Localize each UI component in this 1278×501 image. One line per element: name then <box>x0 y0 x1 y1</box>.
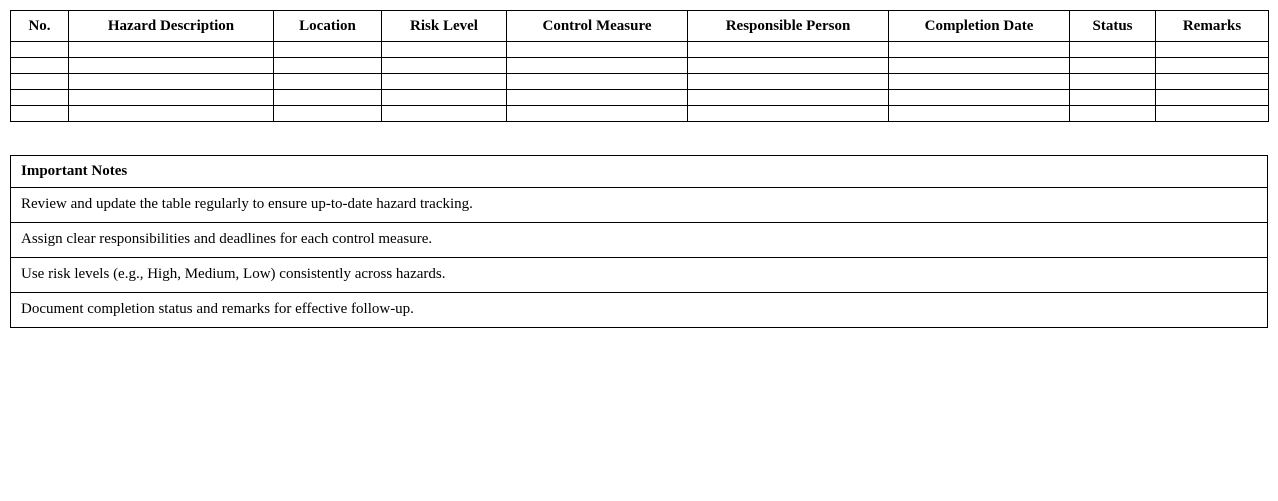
cell-risk-level[interactable] <box>382 58 507 74</box>
cell-no[interactable] <box>11 90 69 106</box>
column-header-completion-date: Completion Date <box>889 11 1070 42</box>
cell-completion-date[interactable] <box>889 90 1070 106</box>
cell-status[interactable] <box>1070 42 1156 58</box>
column-header-responsible-person: Responsible Person <box>688 11 889 42</box>
cell-completion-date[interactable] <box>889 74 1070 90</box>
cell-remarks[interactable] <box>1156 58 1269 74</box>
note-item: Document completion status and remarks for effective follow-up. <box>11 293 1268 328</box>
notes-title: Important Notes <box>11 156 1268 188</box>
notes-title-row <box>11 156 1268 188</box>
cell-remarks[interactable] <box>1156 74 1269 90</box>
notes-row <box>11 258 1268 293</box>
cell-risk-level[interactable] <box>382 42 507 58</box>
notes-row <box>11 188 1268 223</box>
cell-responsible-person[interactable] <box>688 74 889 90</box>
cell-risk-level[interactable] <box>382 74 507 90</box>
hazard-tracking-table <box>10 10 1269 122</box>
note-item: Use risk levels (e.g., High, Medium, Low) consistently across hazards. <box>11 258 1268 293</box>
cell-location[interactable] <box>274 42 382 58</box>
cell-hazard-description[interactable] <box>69 42 274 58</box>
cell-responsible-person[interactable] <box>688 90 889 106</box>
column-header-location: Location <box>274 11 382 42</box>
cell-remarks[interactable] <box>1156 42 1269 58</box>
cell-no[interactable] <box>11 58 69 74</box>
table-row <box>11 74 1269 90</box>
cell-control-measure[interactable] <box>507 42 688 58</box>
column-header-risk-level: Risk Level <box>382 11 507 42</box>
cell-hazard-description[interactable] <box>69 74 274 90</box>
column-header-control-measure: Control Measure <box>507 11 688 42</box>
cell-location[interactable] <box>274 90 382 106</box>
cell-completion-date[interactable] <box>889 58 1070 74</box>
cell-status[interactable] <box>1070 74 1156 90</box>
cell-control-measure[interactable] <box>507 58 688 74</box>
table-header-row <box>11 11 1269 42</box>
cell-control-measure[interactable] <box>507 106 688 122</box>
cell-hazard-description[interactable] <box>69 106 274 122</box>
cell-remarks[interactable] <box>1156 106 1269 122</box>
cell-no[interactable] <box>11 42 69 58</box>
table-row <box>11 58 1269 74</box>
cell-responsible-person[interactable] <box>688 58 889 74</box>
cell-location[interactable] <box>274 58 382 74</box>
cell-location[interactable] <box>274 74 382 90</box>
cell-hazard-description[interactable] <box>69 58 274 74</box>
column-header-no: No. <box>11 11 69 42</box>
cell-no[interactable] <box>11 74 69 90</box>
cell-no[interactable] <box>11 106 69 122</box>
table-row <box>11 106 1269 122</box>
column-header-hazard-description: Hazard Description <box>69 11 274 42</box>
cell-status[interactable] <box>1070 106 1156 122</box>
table-row <box>11 90 1269 106</box>
table-row <box>11 42 1269 58</box>
cell-risk-level[interactable] <box>382 90 507 106</box>
notes-row <box>11 293 1268 328</box>
cell-remarks[interactable] <box>1156 90 1269 106</box>
cell-status[interactable] <box>1070 58 1156 74</box>
cell-control-measure[interactable] <box>507 90 688 106</box>
notes-row <box>11 223 1268 258</box>
cell-completion-date[interactable] <box>889 42 1070 58</box>
cell-risk-level[interactable] <box>382 106 507 122</box>
cell-status[interactable] <box>1070 90 1156 106</box>
cell-responsible-person[interactable] <box>688 42 889 58</box>
cell-responsible-person[interactable] <box>688 106 889 122</box>
note-item: Assign clear responsibilities and deadlines for each control measure. <box>11 223 1268 258</box>
column-header-status: Status <box>1070 11 1156 42</box>
column-header-remarks: Remarks <box>1156 11 1269 42</box>
cell-hazard-description[interactable] <box>69 90 274 106</box>
cell-control-measure[interactable] <box>507 74 688 90</box>
important-notes-table <box>10 155 1268 328</box>
cell-completion-date[interactable] <box>889 106 1070 122</box>
cell-location[interactable] <box>274 106 382 122</box>
note-item: Review and update the table regularly to ensure up-to-date hazard tracking. <box>11 188 1268 223</box>
